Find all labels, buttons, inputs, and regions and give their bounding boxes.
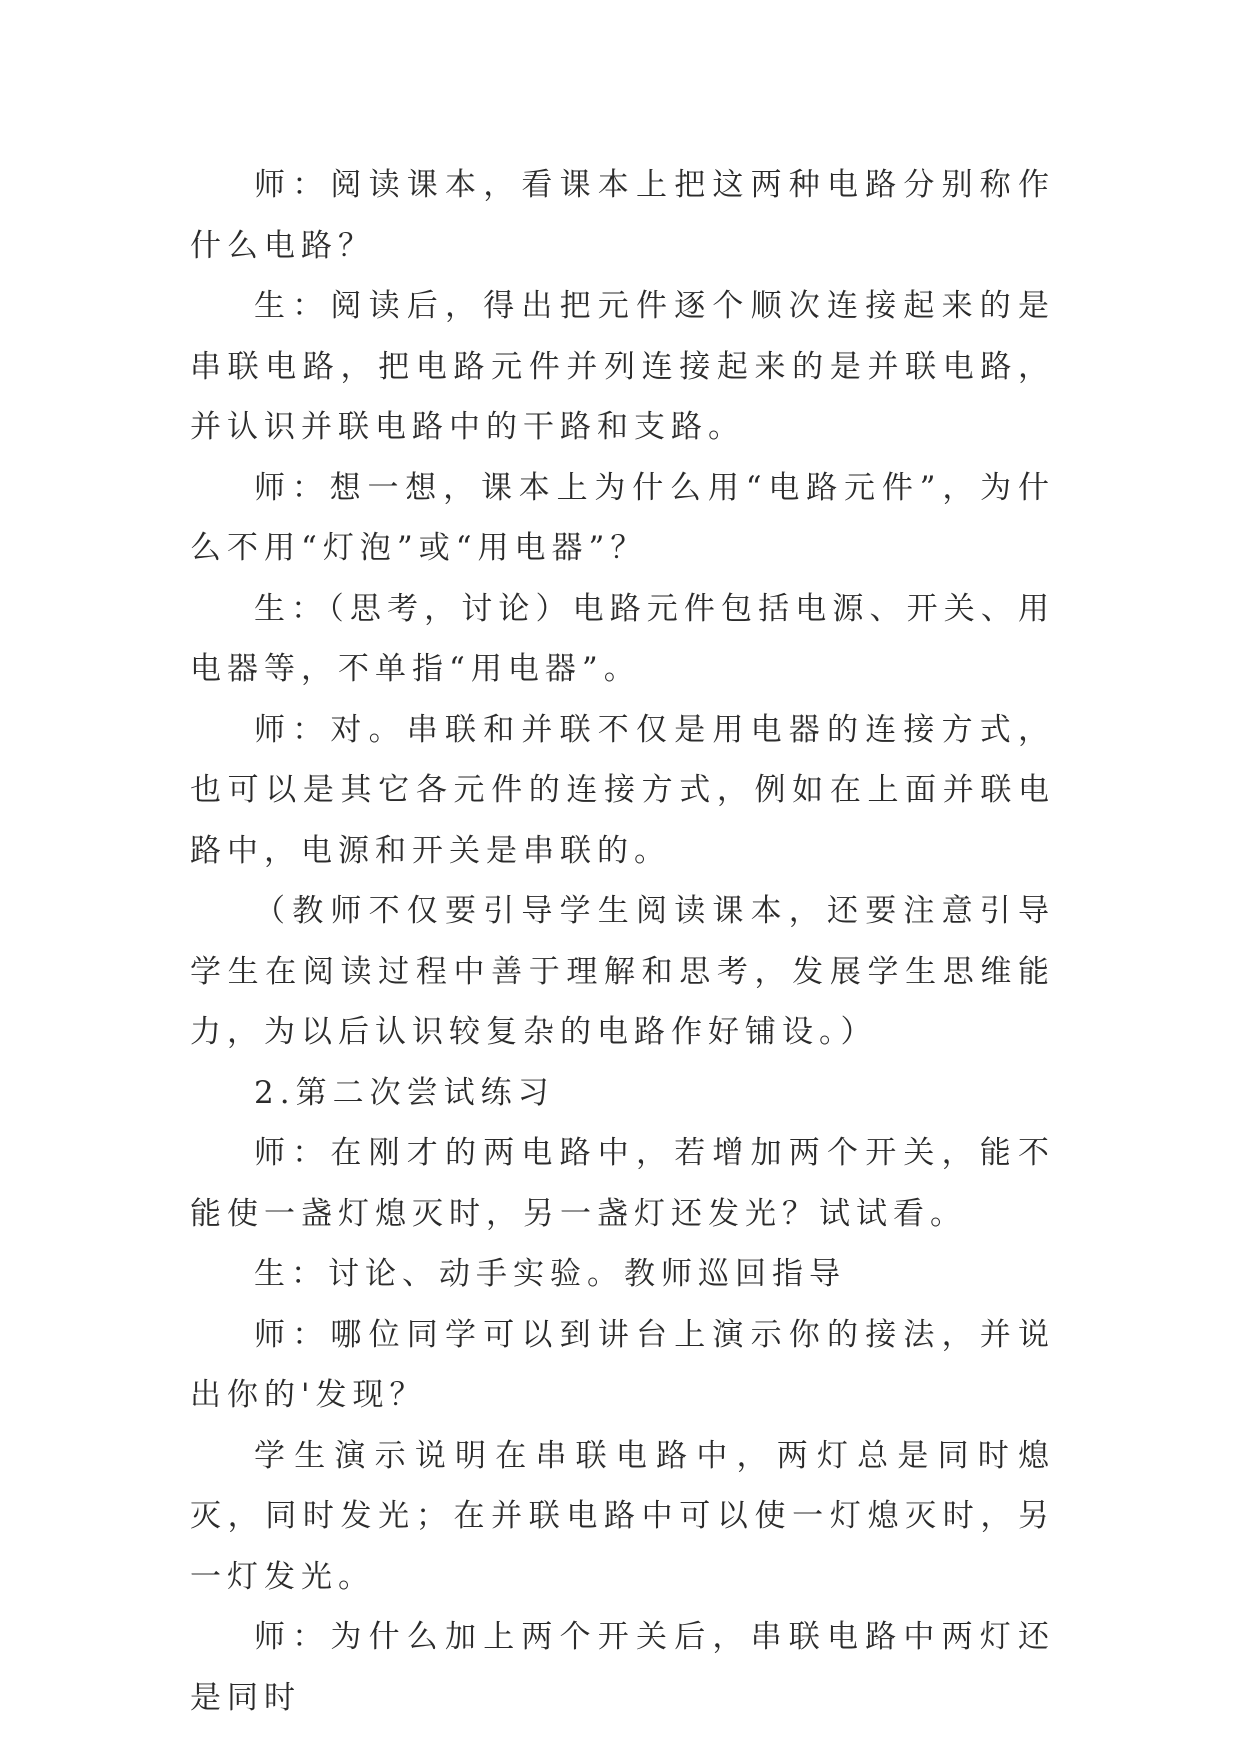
paragraph-teacher-question-1: 师：阅读课本，看课本上把这两种电路分别称作什么电路？ bbox=[190, 167, 1055, 264]
section-heading: 2.第二次尝试练习 bbox=[254, 1074, 555, 1111]
paragraph-student-activity: 生：讨论、动手实验。教师巡回指导 bbox=[254, 1256, 846, 1292]
paragraph-teacher-explanation: 师：对。串联和并联不仅是用电器的连接方式，也可以是其它各元件的连接方式，例如在上面并联电路中，电源和开关是串联的。 bbox=[190, 711, 1055, 869]
paragraph-student-answer-1: 生：阅读后，得出把元件逐个顺次连接起来的是串联电路，把电路元件并列连接起来的是并联电路，并认识并联电路中的干路和支路。 bbox=[190, 288, 1055, 445]
paragraph-teaching-note: （教师不仅要引导学生阅读课本，还要注意引导学生在阅读过程中善于理解和思考，发展学生思维能力，为以后认识较复杂的电路作好铺设。） bbox=[190, 893, 1055, 1050]
paragraph-teacher-question-4: 师：哪位同学可以到讲台上演示你的接法，并说出你的'发现？ bbox=[190, 1316, 1055, 1413]
document-body bbox=[190, 155, 1055, 1728]
paragraph-student-demonstration: 学生演示说明在串联电路中，两灯总是同时熄灭，同时发光；在并联电路中可以使一灯熄灭时，另一灯发光。 bbox=[190, 1437, 1055, 1595]
paragraph-teacher-question-2: 师：想一想，课本上为什么用“电路元件”，为什么不用“灯泡”或“用电器”？ bbox=[190, 469, 1055, 566]
paragraph-teacher-question-5: 师：为什么加上两个开关后，串联电路中两灯还是同时 bbox=[190, 1619, 1055, 1716]
paragraph-student-answer-2: 生：（思考，讨论）电路元件包括电源、开关、用电器等，不单指“用电器”。 bbox=[190, 590, 1055, 687]
paragraph-teacher-question-3: 师：在刚才的两电路中，若增加两个开关，能不能使一盏灯熄灭时，另一盏灯还发光？试试看。 bbox=[190, 1135, 1055, 1232]
